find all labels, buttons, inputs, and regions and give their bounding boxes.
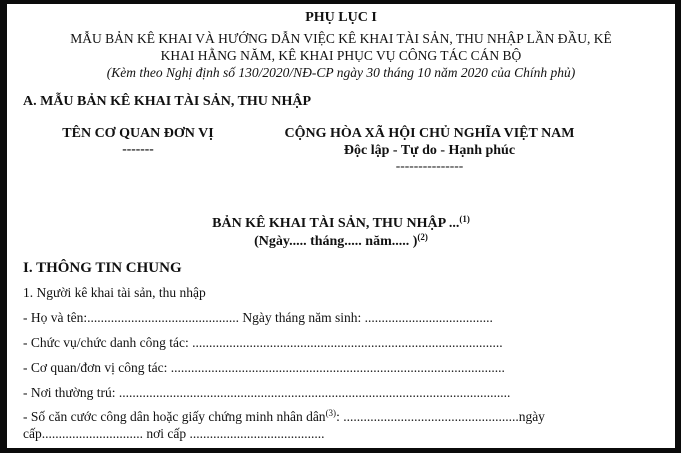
motto-rule: --------------- [395,158,464,173]
subtitle-line-1: MẪU BẢN KÊ KHAI VÀ HƯỚNG DẪN VIỆC KÊ KHAI TÀI SẢN, THU NHẬP LẦN ĐẦU, KÊ [70,31,612,46]
agency-label: TÊN CƠ QUAN ĐƠN VỊ [62,126,214,141]
footnote-marker: (1) [459,214,470,224]
decree-note: (Kèm theo Nghị định số 130/2020/NĐ-CP ngày 30 tháng 10 năm 2020 của Chính phủ) [106,65,576,80]
declaration-title: BẢN KÊ KHAI TÀI SẢN, THU NHẬP ...$^{(1)}$ [212,214,470,231]
agency-rule: ------- [122,141,154,156]
footnote-marker: (2) [417,232,428,242]
section-a-heading: A. MẪU BẢN KÊ KHAI TÀI SẢN, THU NHẬP [23,94,312,109]
residence-field-line: - Nơi thường trú: .................................................................................................................... [23,385,511,400]
document-page [7,4,675,448]
appendix-title: PHỤ LỤC I [305,10,377,25]
id-field-line: - Số căn cước công dân hoặc giấy chứng minh nhân dân$^{(3)}$: ....................................................ngày [23,408,545,424]
id-issue-line: cấp.............................. nơi cấp ........................................ [23,426,325,441]
footnote-marker: (3) [325,408,337,418]
subtitle-line-2: KHAI HẰNG NĂM, KÊ KHAI PHỤC VỤ CÔNG TÁC CÁN BỘ [160,48,522,63]
declaration-date: (Ngày..... tháng..... năm..... )$^{(2)}$ [254,232,428,249]
name-field-line: - Họ và tên:............................................. Ngày tháng năm sinh: ...................................... [23,310,493,325]
section-1-heading: I. THÔNG TIN CHUNG [23,260,182,276]
nation-title: CỘNG HÒA XÃ HỘI CHỦ NGHĨA VIỆT NAM [284,126,575,141]
motto: Độc lập - Tự do - Hạnh phúc [343,143,516,158]
agency-field-line: - Cơ quan/đơn vị công tác: ................................................................................................... [23,360,505,375]
position-field-line: - Chức vụ/chức danh công tác: ............................................................................................ [23,335,503,350]
item-1-label: 1. Người kê khai tài sản, thu nhập [23,285,206,300]
